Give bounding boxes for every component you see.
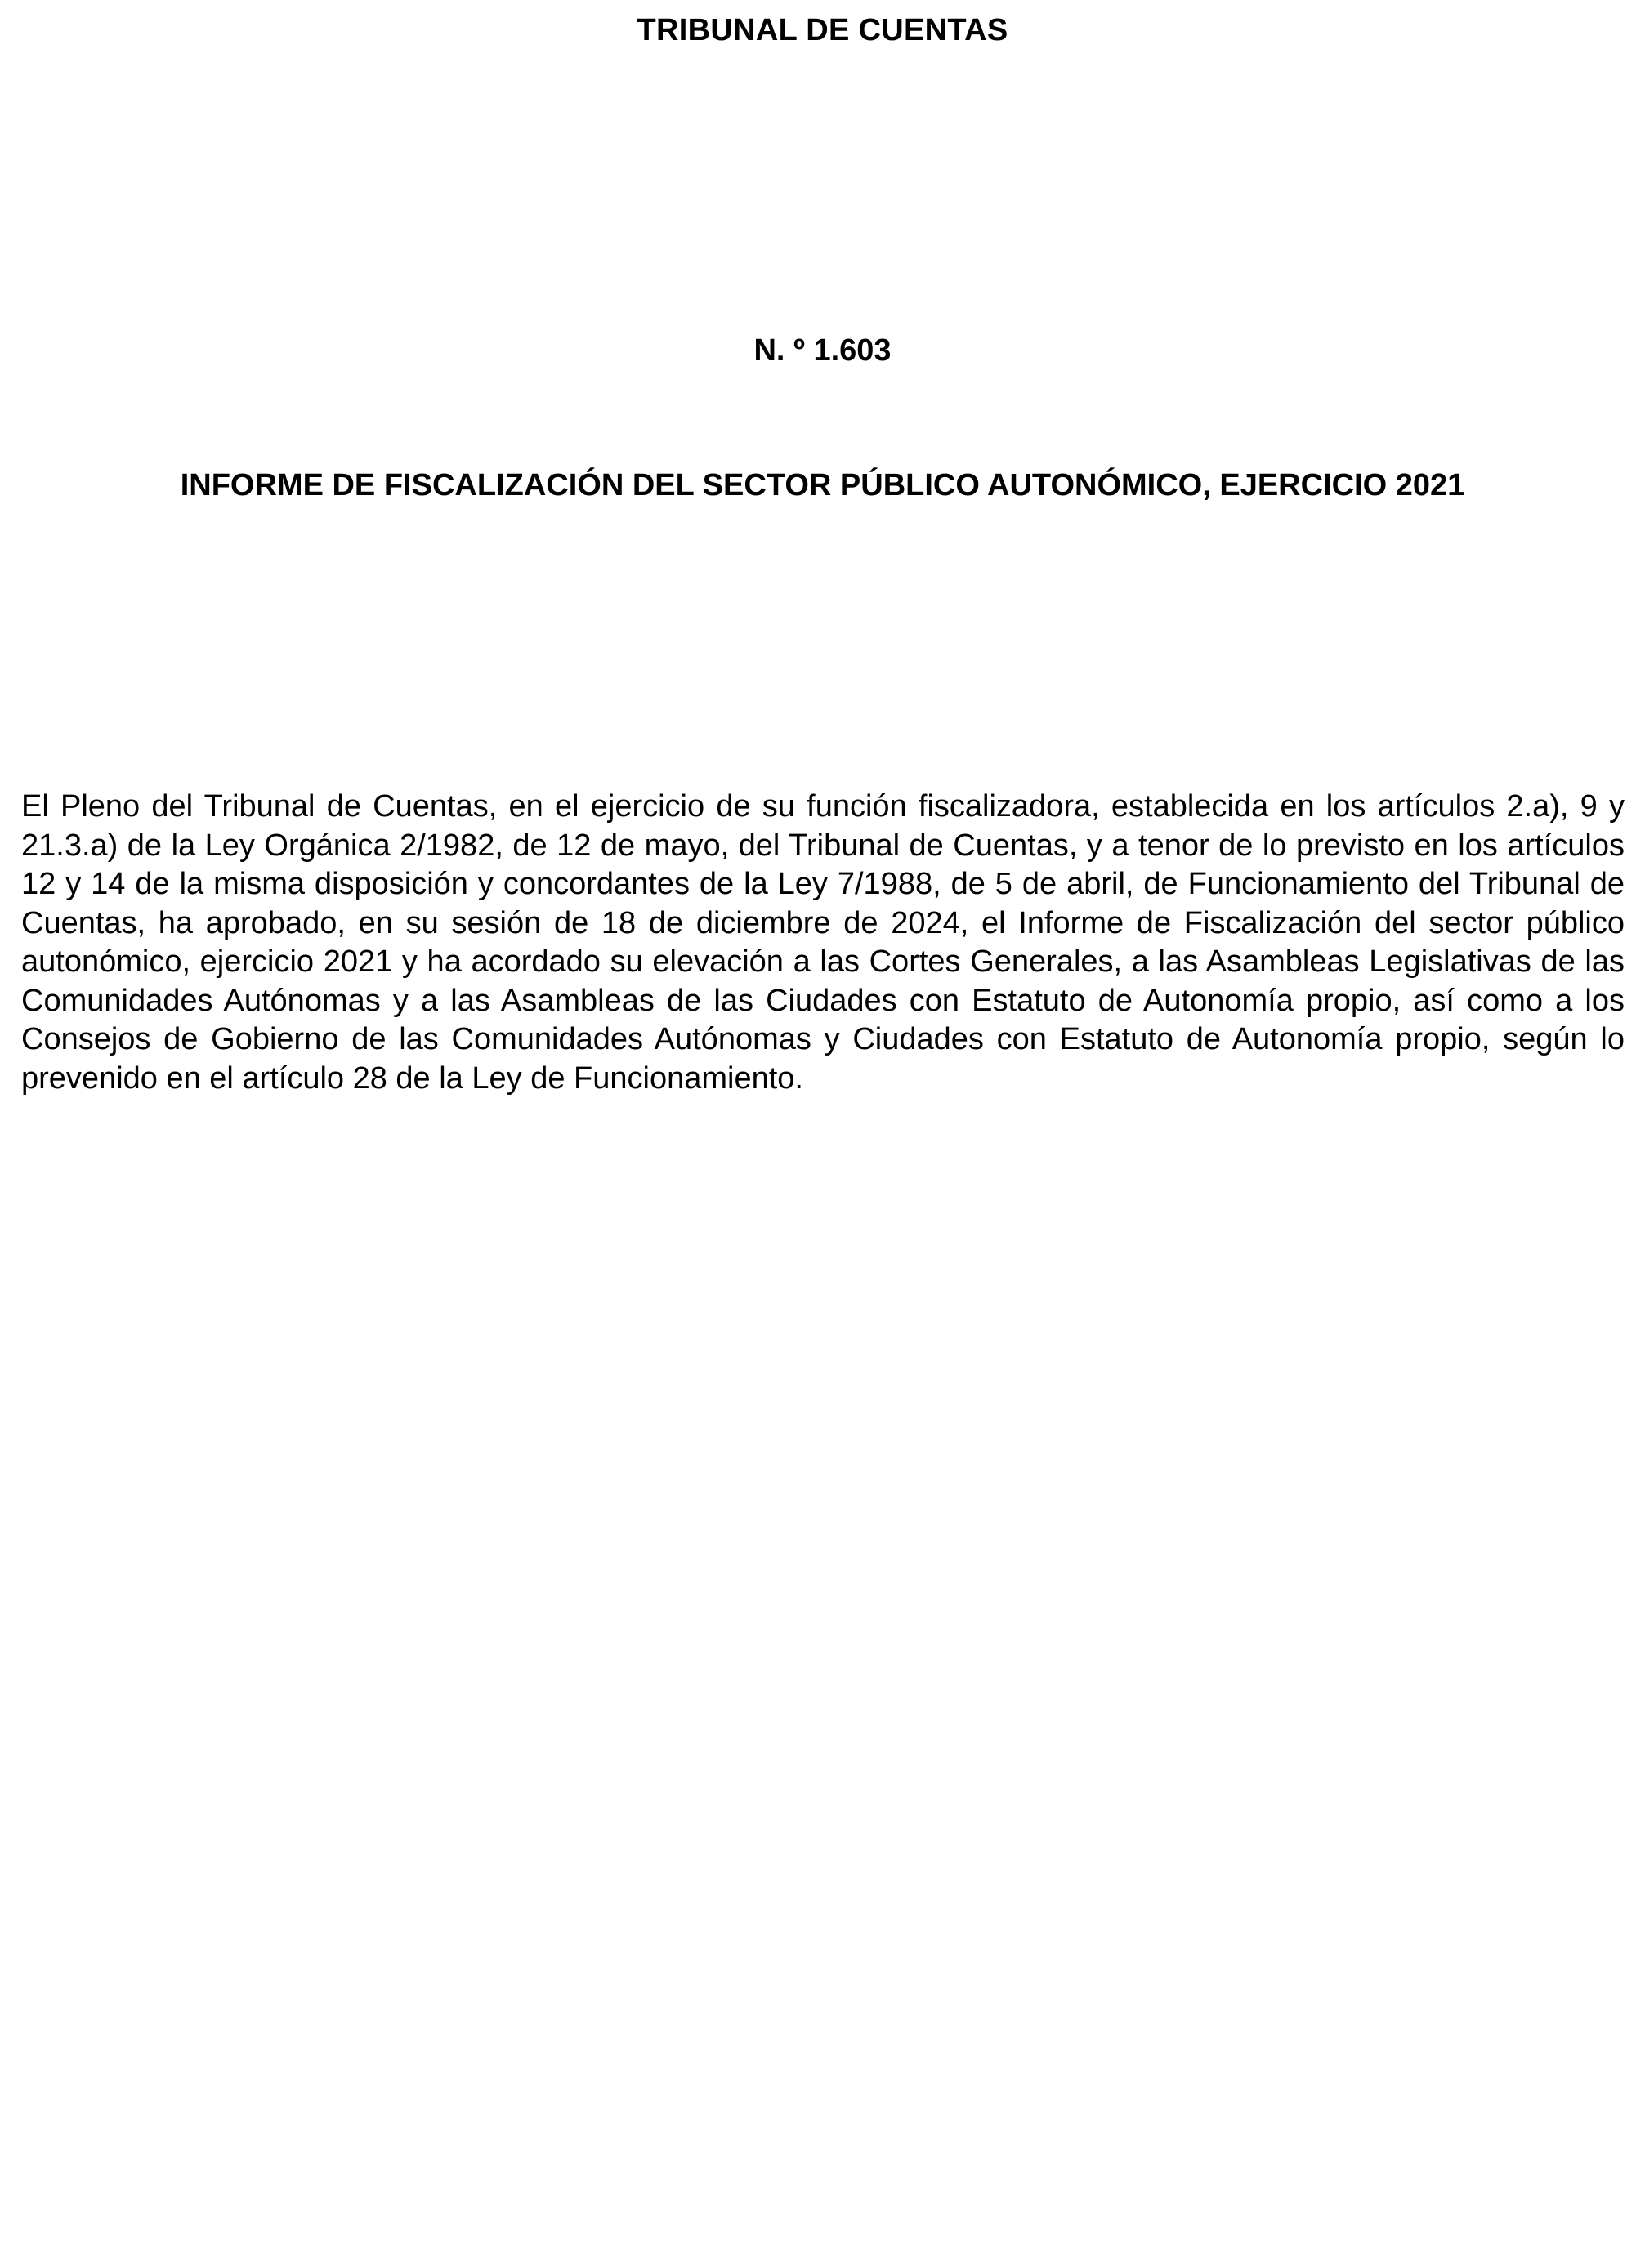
body-paragraph: El Pleno del Tribunal de Cuentas, en el ejercicio de su función fiscalizadora, establecida en los artículos 2.a), 9 y 21.3.a) de la Ley Orgánica 2/1982, de 12 de mayo, del Tribunal de Cuentas, y a tenor de lo previsto en los artículos 12 y 14 de la misma disposición y concordantes de la Ley 7/1988, de 5 de abril, de Funcionamiento del Tribunal de Cuentas, ha aprobado, en su sesión de 18 de diciembre de 2024, el Informe de Fiscalización del sector público autonómico, ejercicio 2021 y ha acordado su elevación a las Cortes Generales, a las Asambleas Legislativas de las Comunidades Autónomas y a las Asambleas de las Ciudades con Estatuto de Autonomía propio, así como a los Consejos de Gobierno de las Comunidades Autónomas y Ciudades con Estatuto de Autonomía propio, según lo prevenido en el artículo 28 de la Ley de Funcionamiento. [21,789,1625,1096]
institution-header: TRIBUNAL DE CUENTAS [637,13,1008,47]
report-number: N. º 1.603 [753,333,892,368]
report-title: INFORME DE FISCALIZACIÓN DEL SECTOR PÚBLICO AUTONÓMICO, EJERCICIO 2021 [180,468,1465,502]
